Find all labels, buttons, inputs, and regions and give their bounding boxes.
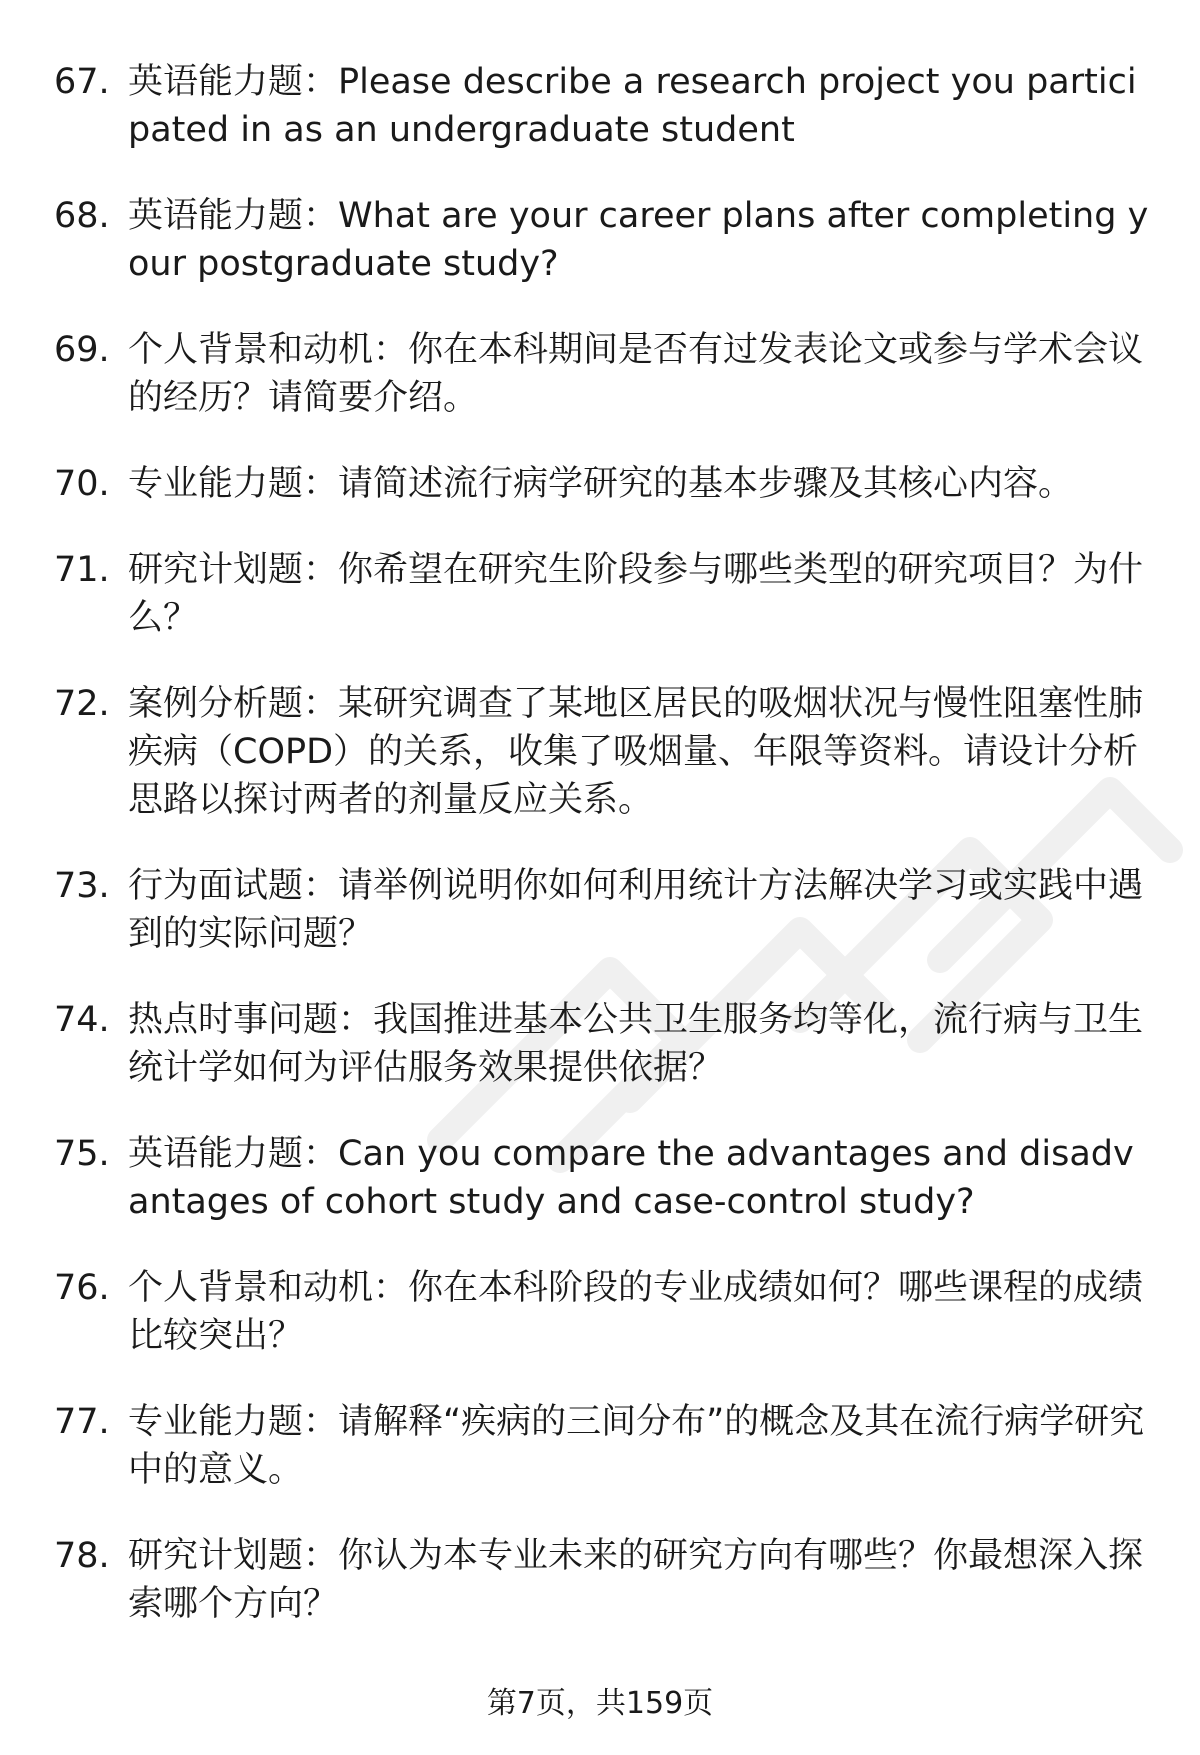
question-item [54, 1398, 1154, 1494]
question-number: 73. [54, 866, 110, 906]
question-number: 78. [54, 1536, 110, 1576]
question-item [54, 546, 1154, 642]
question-item [54, 1264, 1154, 1360]
page-number-label: 第7页，共159页 [486, 1686, 714, 1721]
question-number: 74. [54, 1000, 110, 1040]
question-text: 英语能力题：Please describe a research project you participated in as an undergraduate student [128, 62, 1137, 150]
question-list [54, 58, 1154, 1666]
question-text: 个人背景和动机：你在本科阶段的专业成绩如何？哪些课程的成绩比较突出？ [128, 1268, 1144, 1356]
question-number: 67. [54, 62, 110, 102]
question-number: 70. [54, 464, 110, 504]
question-item [54, 58, 1154, 154]
question-number: 68. [54, 196, 110, 236]
question-text: 英语能力题：Can you compare the advantages and disadvantages of cohort study and case-control study? [128, 1134, 1134, 1222]
question-number: 71. [54, 550, 110, 590]
question-item [54, 192, 1154, 288]
question-text: 专业能力题：请简述流行病学研究的基本步骤及其核心内容。 [128, 464, 1074, 504]
question-item [54, 996, 1154, 1092]
question-number: 75. [54, 1134, 110, 1174]
question-number: 76. [54, 1268, 110, 1308]
page-footer [0, 1684, 1200, 1724]
question-text: 研究计划题：你希望在研究生阶段参与哪些类型的研究项目？为什么？ [128, 550, 1144, 638]
question-item [54, 1532, 1154, 1628]
question-text: 行为面试题：请举例说明你如何利用统计方法解决学习或实践中遇到的实际问题？ [128, 866, 1144, 954]
question-number: 77. [54, 1402, 110, 1442]
question-text: 个人背景和动机：你在本科期间是否有过发表论文或参与学术会议的经历？请简要介绍。 [128, 330, 1144, 418]
question-text: 案例分析题：某研究调查了某地区居民的吸烟状况与慢性阻塞性肺疾病（COPD）的关系，收集了吸烟量、年限等资料。请设计分析思路以探讨两者的剂量反应关系。 [128, 684, 1144, 820]
question-text: 英语能力题：What are your career plans after completing your postgraduate study? [128, 196, 1149, 284]
question-item [54, 1130, 1154, 1226]
question-item [54, 326, 1154, 422]
question-text: 研究计划题：你认为本专业未来的研究方向有哪些？你最想深入探索哪个方向？ [128, 1536, 1144, 1624]
question-item [54, 460, 1154, 508]
question-item [54, 680, 1154, 824]
question-text: 热点时事问题：我国推进基本公共卫生服务均等化，流行病与卫生统计学如何为评估服务效果提供依据？ [128, 1000, 1144, 1088]
question-number: 72. [54, 684, 110, 724]
question-item [54, 862, 1154, 958]
question-text: 专业能力题：请解释“疾病的三间分布”的概念及其在流行病学研究中的意义。 [128, 1402, 1145, 1490]
question-number: 69. [54, 330, 110, 370]
